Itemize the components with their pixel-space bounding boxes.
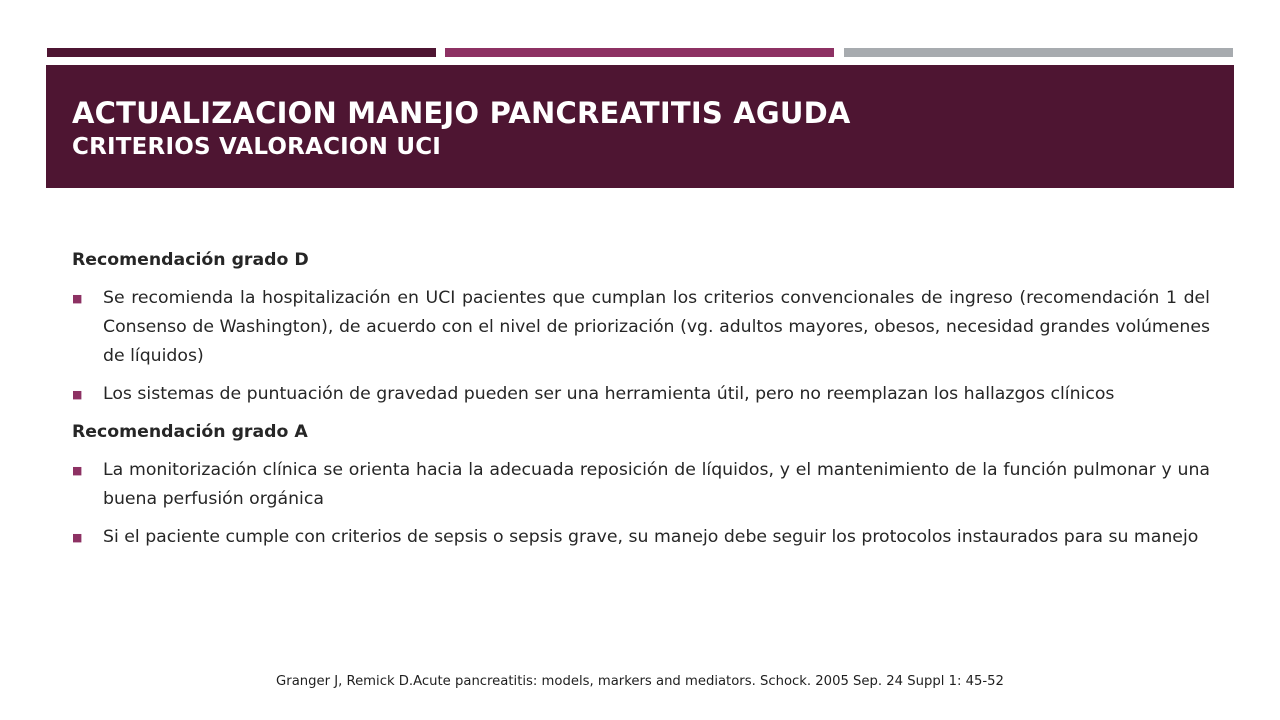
section-grade-a xyxy=(72,418,1210,552)
list-item xyxy=(72,284,1210,371)
bullet-text: Se recomienda la hospitalización en UCI pacientes que cumplan los criterios convencionales de ingreso (recomendación 1 del Consenso de Washington), de acuerdo con el nivel de priorización (vg. adultos mayores, obesos, necesidad grandes volúmenes de líquidos) xyxy=(103,288,1210,366)
accent-bar-magenta xyxy=(445,48,834,57)
list-item xyxy=(72,523,1210,552)
section-heading: Recomendación grado D xyxy=(72,250,309,270)
bullet-text: Si el paciente cumple con criterios de sepsis o sepsis grave, su manejo debe seguir los protocolos instaurados para su manejo xyxy=(103,527,1199,547)
square-bullet-icon: ■ xyxy=(72,292,83,305)
list-item xyxy=(72,456,1210,514)
section-heading: Recomendación grado A xyxy=(72,422,308,442)
bullet-text: Los sistemas de puntuación de gravedad pueden ser una herramienta útil, pero no reemplazan los hallazgos clínicos xyxy=(103,384,1115,404)
list-item xyxy=(72,380,1210,409)
accent-bar-dark xyxy=(47,48,436,57)
square-bullet-icon: ■ xyxy=(72,388,83,401)
square-bullet-icon: ■ xyxy=(72,464,83,477)
bullet-text: La monitorización clínica se orienta hacia la adecuada reposición de líquidos, y el mantenimiento de la función pulmonar y una buena perfusión orgánica xyxy=(103,460,1210,509)
slide-subtitle: CRITERIOS VALORACION UCI xyxy=(72,134,442,160)
square-bullet-icon: ■ xyxy=(72,531,83,544)
section-grade-d xyxy=(72,246,1210,409)
accent-bar-gray xyxy=(844,48,1233,57)
slide-body xyxy=(72,246,1210,561)
slide-title: ACTUALIZACION MANEJO PANCREATITIS AGUDA xyxy=(72,96,851,130)
citation: Granger J, Remick D.Acute pancreatitis: models, markers and mediators. Schock. 2005 Sep. 24 Suppl 1: 45-52 xyxy=(276,674,1004,689)
title-band xyxy=(46,65,1234,188)
